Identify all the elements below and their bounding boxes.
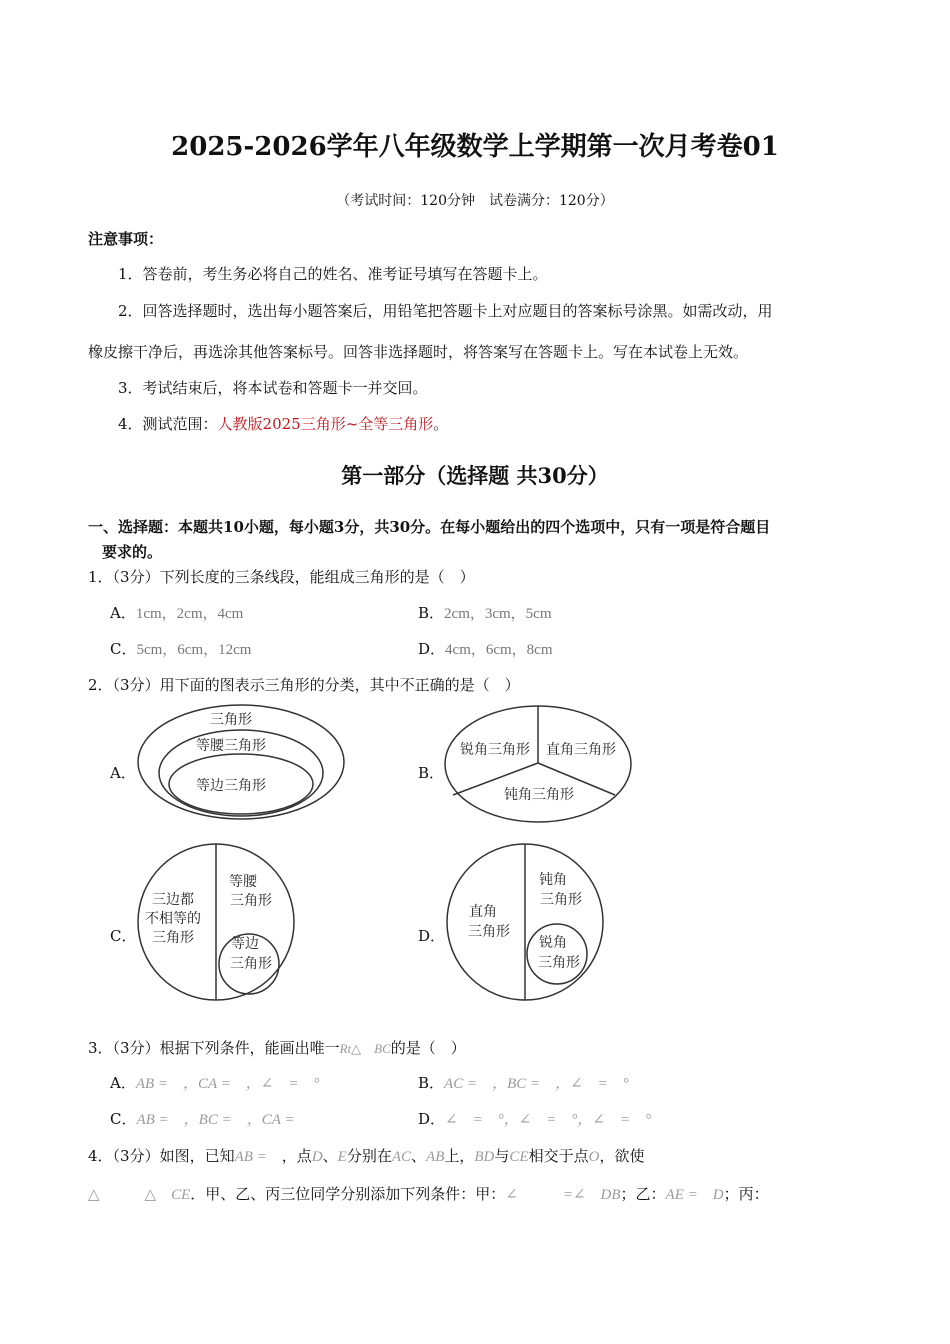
note-2b: 橡皮擦干净后，再选涂其他答案标号。回答非选择题时，将答案写在答题卡上。写在本试卷上无效。 <box>88 343 749 361</box>
fig-c-left-line1: 三边都 <box>152 892 194 908</box>
q2-stem: 2．（3分）用下面的图表示三角形的分类，其中不正确的是（ ） <box>88 676 520 694</box>
q3-option-a[interactable] <box>110 1072 320 1093</box>
q3-stem-b: 的是（ ） <box>390 1039 466 1057</box>
fig-a-inner-label: 等边三角形 <box>196 778 266 794</box>
q2-option-a[interactable]: A． <box>110 764 136 782</box>
fig-d-right-line1: 钝角 <box>539 872 567 888</box>
fig-d-inner-line2: 三角形 <box>538 955 580 971</box>
q1-a-label: A． <box>110 604 136 622</box>
q2-option-d[interactable]: D． <box>418 927 446 945</box>
q1-c-text: 5cm，6cm，12cm <box>136 642 252 658</box>
fig-b-acute-label: 锐角三角形 <box>460 742 530 758</box>
q3-a-label: A． <box>110 1074 136 1092</box>
fig-d-inner-line1: 锐角 <box>539 935 567 951</box>
q2-figure-d <box>443 842 607 1004</box>
exam-info: （考试时间：120分钟 试卷满分：120分） <box>336 193 614 209</box>
fig-c-right-line2: 三角形 <box>230 893 272 909</box>
fig-c-left-line2: 不相等的 <box>145 911 201 927</box>
q1-b-text: 2cm，3cm，5cm <box>444 606 552 622</box>
page-title: 2025-2026学年八年级数学上学期第一次月考卷01 <box>171 132 779 162</box>
note-4 <box>118 413 448 434</box>
q2-option-c[interactable]: C． <box>110 927 137 945</box>
q2-figure-c <box>135 842 299 1004</box>
fig-b-obtuse-label: 钝角三角形 <box>504 787 574 803</box>
q2-figure-a <box>135 702 347 822</box>
q1-stem: 1．（3分）下列长度的三条线段，能组成三角形的是（ ） <box>88 568 475 586</box>
q1-option-b[interactable] <box>418 602 552 623</box>
q4-line-2: △ △ CE．甲、乙、丙三位同学分别添加下列条件：甲：∠ =∠ DB；乙：AE = D；丙： <box>88 1185 769 1203</box>
note-4-prefix: 4．测试范围： <box>118 415 218 433</box>
q3-stem <box>88 1037 466 1058</box>
note-2a: 2．回答选择题时，选出每小题答案后，用铅笔把答题卡上对应题目的答案标号涂黑。如需改动，用 <box>118 302 773 320</box>
q1-d-text: 4cm，6cm，8cm <box>445 642 553 658</box>
q1-option-c[interactable] <box>110 638 251 659</box>
q3-stem-a: 3．（3分）根据下列条件，能画出唯一 <box>88 1039 340 1057</box>
note-4-suffix: 。 <box>433 415 449 433</box>
q1-b-label: B． <box>418 604 445 622</box>
q3-b-text: AC = ，BC = ，∠ = ° <box>444 1076 629 1092</box>
fig-c-left-line3: 三角形 <box>152 930 194 946</box>
section-instruction-a: 一、选择题：本题共10小题，每小题3分，共30分。在每小题给出的四个选项中，只有一项是符合题目 <box>88 518 771 536</box>
q3-c-label: C． <box>110 1110 137 1128</box>
q2-figure-b <box>443 703 633 827</box>
note-3: 3．考试结束后，将本试卷和答题卡一并交回。 <box>118 379 428 397</box>
fig-d-left-line2: 三角形 <box>468 924 510 940</box>
q1-c-label: C． <box>110 640 137 658</box>
q3-d-label: D． <box>418 1110 446 1128</box>
q3-b-label: B． <box>418 1074 445 1092</box>
section-instruction-b: 要求的。 <box>102 543 163 561</box>
fig-c-right-line1: 等腰 <box>229 874 257 890</box>
q3-option-c[interactable] <box>110 1108 295 1129</box>
q2-option-b[interactable]: B． <box>418 764 445 782</box>
q1-option-a[interactable] <box>110 602 243 623</box>
q3-stem-math: Rt△ BC <box>339 1041 391 1056</box>
q4-line-1: 4．（3分）如图，已知AB = ，点D、E分别在AC、AB上，BD与CE相交于点O，欲使 <box>88 1147 645 1165</box>
note-1: 1．答卷前，考生务必将自己的姓名、准考证号填写在答题卡上。 <box>118 265 548 283</box>
q3-d-text: ∠ = °，∠ = °，∠ = ° <box>445 1112 652 1128</box>
fig-a-outer-label: 三角形 <box>210 712 252 728</box>
q1-a-text: 1cm，2cm，4cm <box>135 606 244 622</box>
fig-d-right-line2: 三角形 <box>540 892 582 908</box>
q1-option-d[interactable] <box>418 638 553 659</box>
fig-c-inner-line1: 等边 <box>231 936 259 952</box>
notes-heading: 注意事项： <box>88 230 164 248</box>
q1-d-label: D． <box>418 640 446 658</box>
test-scope: 人教版2025三角形~全等三角形 <box>217 415 434 433</box>
q3-option-b[interactable] <box>418 1072 629 1093</box>
fig-a-middle-label: 等腰三角形 <box>196 738 266 754</box>
q3-a-text: AB = ，CA = ，∠ = ° <box>135 1076 320 1092</box>
section-title: 第一部分（选择题 共30分） <box>341 463 609 488</box>
q3-c-text: AB = ，BC = ，CA = <box>136 1112 295 1128</box>
q3-option-d[interactable] <box>418 1108 651 1129</box>
fig-b-right-label: 直角三角形 <box>546 742 616 758</box>
fig-d-left-line1: 直角 <box>469 904 497 920</box>
fig-c-inner-line2: 三角形 <box>230 956 272 972</box>
